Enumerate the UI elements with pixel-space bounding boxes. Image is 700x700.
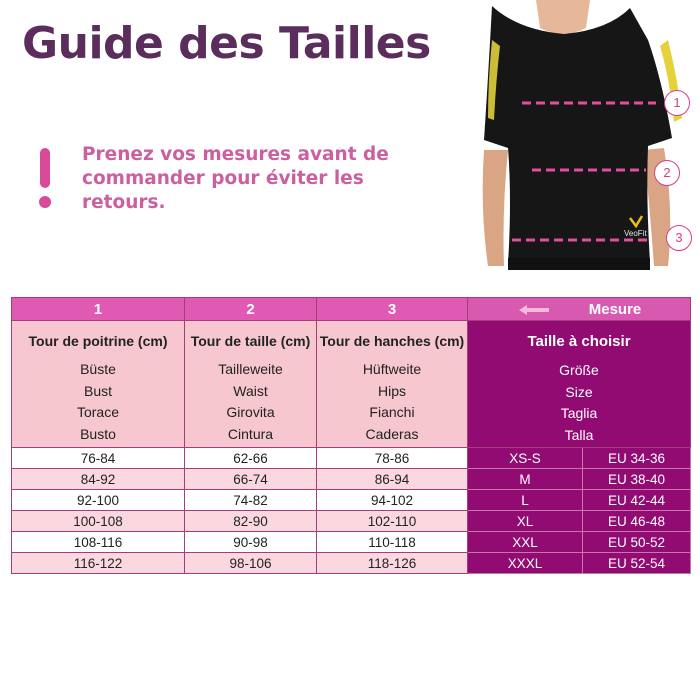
model-photo [478, 0, 700, 270]
eu-size-cell: EU 50-52 [583, 532, 691, 553]
marker-1-icon: 1 [664, 90, 690, 116]
size-cell: M [468, 469, 583, 490]
photo-logo-text: VeoFit [624, 229, 647, 238]
marker-3-icon: 3 [666, 225, 692, 251]
hips-cell: 94-102 [317, 490, 468, 511]
bust-cell: 92-100 [12, 490, 185, 511]
hips-cell: 102-110 [317, 511, 468, 532]
header-row [12, 298, 691, 321]
waist-cell: 82-90 [185, 511, 317, 532]
waist-translation: Waist [233, 382, 268, 399]
size-cell: XXL [468, 532, 583, 553]
bust-cell: 84-92 [12, 469, 185, 490]
size-column-cell [468, 321, 691, 448]
table-row [12, 490, 691, 511]
bust-column-cell [12, 321, 185, 448]
hips-column-cell [317, 321, 468, 448]
size-translation: Size [565, 383, 593, 400]
hips-translation: Caderas [365, 425, 419, 442]
hips-cell: 86-94 [317, 469, 468, 490]
eu-size-cell: EU 42-44 [583, 490, 691, 511]
bust-cell: 116-122 [12, 553, 185, 574]
hips-cell: 110-118 [317, 532, 468, 553]
hips-translation: Fianchi [369, 404, 415, 420]
size-translation: Talla [564, 426, 594, 443]
waist-cell: 74-82 [185, 490, 317, 511]
bust-column-header: Tour de poitrine (cm) [28, 333, 168, 349]
bust-translation: Bust [83, 382, 112, 399]
header-number-2: 2 [185, 298, 317, 321]
waist-translation: Girovita [226, 404, 275, 420]
label-row [12, 321, 691, 448]
waist-translation: Tailleweite [218, 361, 283, 377]
bust-cell: 108-116 [12, 532, 185, 553]
eu-size-cell: EU 52-54 [583, 553, 691, 574]
hips-translation: Hips [377, 382, 406, 399]
bust-translation: Torace [76, 404, 120, 420]
measure-header [468, 298, 691, 321]
table-row [12, 553, 691, 574]
bust-cell: 100-108 [12, 511, 185, 532]
arrow-left-icon [517, 304, 551, 316]
header-number-3: 3 [317, 298, 468, 321]
eu-size-cell: EU 46-48 [583, 511, 691, 532]
size-translation: Taglia [560, 405, 598, 421]
hips-column-header: Tour de hanches (cm) [319, 333, 465, 349]
table-row [12, 532, 691, 553]
bust-translation: Busto [80, 425, 116, 442]
waist-cell: 90-98 [185, 532, 317, 553]
waist-column-header: Tour de taille (cm) [190, 333, 311, 349]
size-cell: L [468, 490, 583, 511]
marker-2-icon: 2 [654, 160, 680, 186]
table-row [12, 469, 691, 490]
size-column-header: Taille à choisir [527, 333, 631, 350]
bust-cell: 76-84 [12, 448, 185, 469]
size-cell: XXXL [468, 553, 583, 574]
page-title: Guide des Tailles [22, 18, 431, 69]
waist-translation: Cintura [227, 425, 274, 442]
exclamation-icon [30, 146, 60, 210]
eu-size-cell: EU 38-40 [583, 469, 691, 490]
hips-cell: 118-126 [317, 553, 468, 574]
waist-cell: 62-66 [185, 448, 317, 469]
waist-column-cell [185, 321, 317, 448]
hips-cell: 78-86 [317, 448, 468, 469]
waist-cell: 98-106 [185, 553, 317, 574]
size-table [11, 297, 691, 574]
hips-translation: Hüftweite [362, 361, 422, 377]
waist-cell: 66-74 [185, 469, 317, 490]
measure-label: Mesure [588, 300, 642, 318]
size-cell: XS-S [468, 448, 583, 469]
table-row [12, 511, 691, 532]
measurement-note: Prenez vos mesures avant de commander pour éviter les retours. [82, 144, 389, 213]
size-translation: Größe [559, 362, 599, 378]
size-cell: XL [468, 511, 583, 532]
table-row [12, 448, 691, 469]
eu-size-cell: EU 34-36 [583, 448, 691, 469]
bust-translation: Büste [80, 361, 116, 377]
header-number-1: 1 [12, 298, 185, 321]
